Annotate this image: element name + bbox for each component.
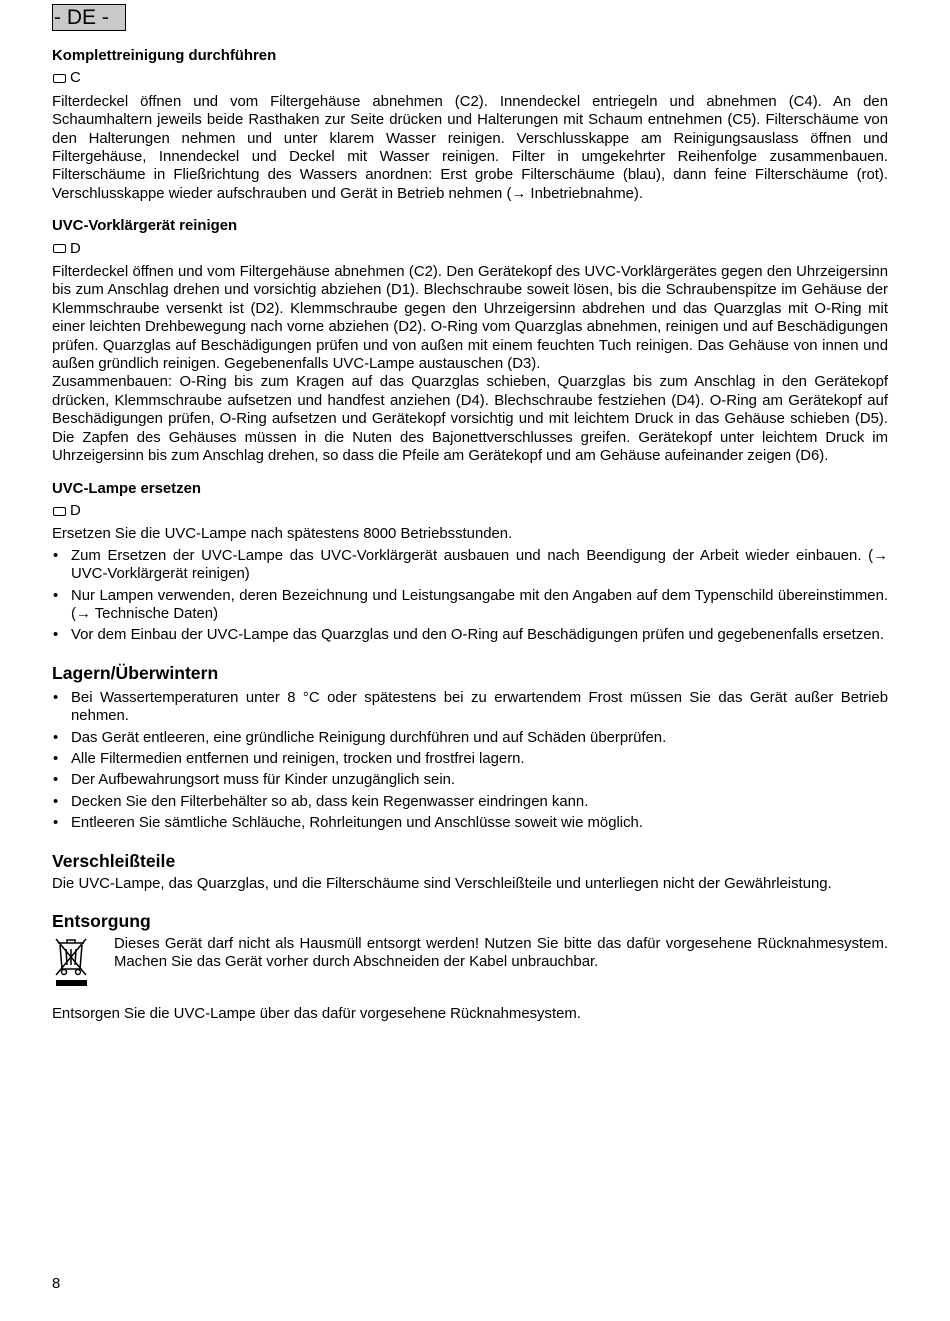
page-content	[52, 47, 888, 1023]
figure-reference	[52, 502, 888, 520]
language-tag: - DE -	[52, 4, 126, 31]
uvc-cleaning-heading: UVC-Vorklärgerät reinigen	[52, 218, 238, 235]
wear-parts-heading: Verschleißteile	[52, 850, 176, 871]
complete-cleaning-heading: Komplettreinigung durchführen	[52, 48, 277, 64]
storage-list	[52, 689, 888, 833]
storage-heading: Lagern/Überwintern	[52, 662, 219, 683]
figure-reference-label: C	[70, 70, 81, 87]
list-item: • Bei Wassertemperaturen unter 8 °C oder spätestens bei zu erwartendem Frost müssen Sie das Gerät außer Betrieb nehmen.	[52, 689, 888, 726]
figure-reference-label: D	[70, 240, 81, 257]
list-item: • Das Gerät entleeren, eine gründliche Reinigung durchführen und auf Schäden überprüfen.	[52, 729, 888, 747]
disposal-lamp-text: Entsorgen Sie die UVC-Lampe über das dafür vorgesehene Rücknahmesystem.	[52, 1005, 581, 1022]
page-number: 8	[52, 1276, 61, 1292]
uvc-lamp-intro: Ersetzen Sie die UVC-Lampe nach spätestens 8000 Betriebsstunden.	[52, 526, 513, 543]
complete-cleaning-text: Filterdeckel öffnen und vom Filtergehäuse abnehmen (C2). Innendeckel entriegeln und abnehmen (C4). An den Schaumhaltern jeweils beide Rasthaken zur Seite drücken und Halterungen mit Schaum entnehmen (C5). Filterschäume von den Halterungen nehmen und unter klarem Wasser reinigen. Verschlusskappe am Reinigungsauslass öffnen und Filtergehäuse, Innendeckel und Deckel mit Wasser reinigen. Filter in umgekehrter Reihenfolge zusammenbauen. Filterschäume in Fließrichtung des Wassers anordnen: Erst grobe Filterschäume (blau), dann feine Filterschäume (rot). Verschlusskappe wieder aufschrauben und Gerät in Betrieb nehmen (→ Inbetriebnahme).	[52, 93, 888, 202]
list-item: • Decken Sie den Filterbehälter so ab, dass kein Regenwasser eindringen kann.	[52, 793, 888, 811]
uvc-assembly-text: Zusammenbauen: O-Ring bis zum Kragen auf das Quarzglas schieben, Quarzglas bis zum Anschlag in den Gerätekopf drücken, Klemmschraube aufsetzen und handfest anziehen (D4). Blechschraube festziehen (D4). O-Ring am Gerätekopf auf Beschädigungen prüfen, O-Ring aufsetzen und Gerätekopf vorsichtig und mit leichtem Druck in das Gehäuse schieben (D5). Die Zapfen des Gehäuses müssen in die Nuten des Bajonettverschlusses greifen. Gerätekopf unter leichtem Druck im Uhrzeigersinn bis zum Anschlag drehen, so dass die Pfeile am Gerätekopf und am Gehäuse aufeinander zeigen (D6).	[52, 374, 888, 465]
list-item: • Alle Filtermedien entfernen und reinigen, trocken und frostfrei lagern.	[52, 750, 888, 768]
figure-reference	[52, 240, 888, 258]
uvc-lamp-heading: UVC-Lampe ersetzen	[52, 480, 201, 497]
disposal-heading: Entsorgung	[52, 910, 151, 931]
figure-reference-icon	[53, 244, 66, 253]
list-item: • Der Aufbewahrungsort muss für Kinder unzugänglich sein.	[52, 771, 888, 789]
disposal-text: Dieses Gerät darf nicht als Hausmüll entsorgt werden! Nutzen Sie bitte das dafür vorgesehene Rücknahmesystem. Machen Sie das Gerät vorher durch Abschneiden der Kabel unbrauchbar.	[114, 935, 888, 971]
figure-reference-icon	[53, 507, 66, 516]
wear-parts-text: Die UVC-Lampe, das Quarzglas, und die Filterschäume sind Verschleißteile und unterliegen nicht der Gewährleistung.	[52, 875, 832, 892]
list-item: • Zum Ersetzen der UVC-Lampe das UVC-Vorklärgerät ausbauen und nach Beendigung der Arbeit wieder einbauen. (→ UVC-Vorklärgerät reinigen)	[52, 547, 888, 584]
disposal-block	[52, 935, 888, 992]
crossed-out-wheelie-bin-icon	[52, 935, 90, 987]
figure-reference-label: D	[70, 502, 81, 519]
figure-reference	[52, 69, 888, 87]
list-item: • Entleeren Sie sämtliche Schläuche, Rohrleitungen und Anschlüsse soweit wie möglich.	[52, 814, 888, 832]
list-item: • Nur Lampen verwenden, deren Bezeichnung und Leistungsangabe mit den Angaben auf dem Typenschild übereinstimmen. (→ Technische Daten)	[52, 587, 888, 624]
uvc-lamp-list	[52, 547, 888, 645]
figure-reference-icon	[53, 74, 66, 83]
uvc-cleaning-text: Filterdeckel öffnen und vom Filtergehäuse abnehmen (C2). Den Gerätekopf des UVC-Vorklärgerätes gegen den Uhrzeigersinn bis zum Anschlag drehen und vorsichtig abziehen (D1). Blechschraube soweit lösen, bis die Schraubenspitze im Gehäuse der Klemmschraube versenkt ist (D2). Klemmschraube gegen den Uhrzeigersinn abdrehen und das Quarzglas mit O-Ring mit einer leichten Drehbewegung nach vorne abziehen (D2). O-Ring vom Quarzglas abnehmen, reinigen und auf Beschädigungen prüfen. Quarzglas auf Beschädigungen prüfen und von außen mit einem feuchten Tuch reinigen. Das Gehäuse von innen und außen gründlich reinigen. Gegebenenfalls UVC-Lampe austauschen (D3).	[52, 264, 888, 373]
list-item: • Vor dem Einbau der UVC-Lampe das Quarzglas und den O-Ring auf Beschädigungen prüfen und gegebenenfalls ersetzen.	[52, 626, 888, 644]
disposal-icon-wrap	[52, 935, 114, 992]
